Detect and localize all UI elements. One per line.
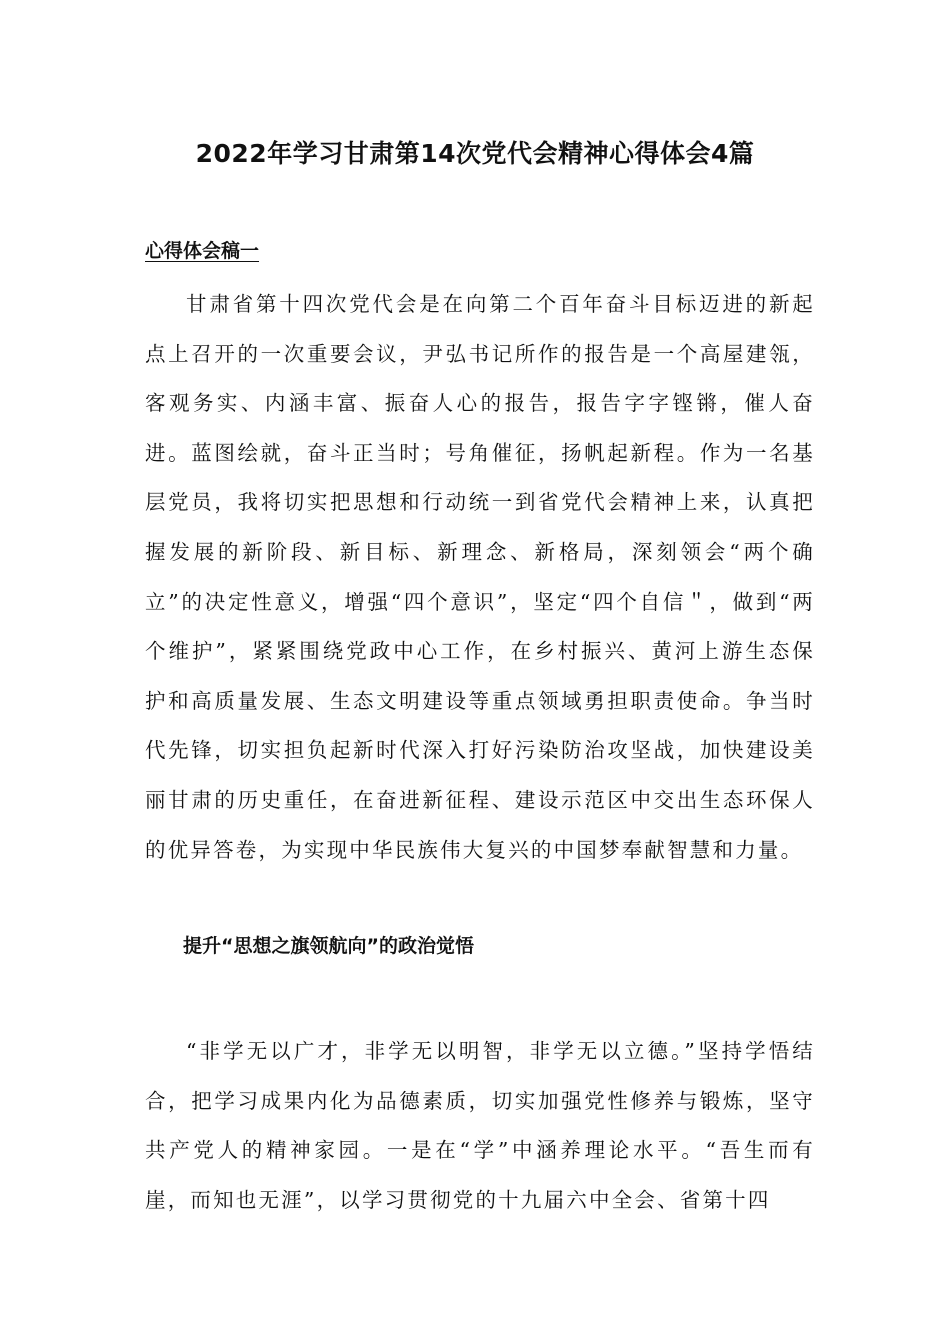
subheading: 提升“思想之旗领航向”的政治觉悟 xyxy=(183,935,474,957)
document-title: 2022年学习甘肃第14次党代会精神心得体会4篇 xyxy=(195,139,755,168)
section-heading: 心得体会稿一 xyxy=(145,240,260,262)
body-paragraph-2: “非学无以广才，非学无以明智，非学无以立德。”坚持学悟结合，把学习成果内化为品德素质，切实加强党性修养与锻炼，坚守共产党人的精神家园。一是在“学”中涵养理论水平。“吾生而有崖，而知也无涯”，以学习贯彻党的十九届六中全会、省第十四 xyxy=(145,1039,815,1212)
body-paragraph-1: 甘肃省第十四次党代会是在向第二个百年奋斗目标迈进的新起点上召开的一次重要会议，尹弘书记所作的报告是一个高屋建瓴，客观务实、内涵丰富、振奋人心的报告，报告字字铿锵，催人奋进。蓝图绘就，奋斗正当时；号角催征，扬帆起新程。作为一名基层党员，我将切实把思想和行动统一到省党代会精神上来，认真把握发展的新阶段、新目标、新理念、新格局，深刻领会“两个确立”的决定性意义，增强“四个意识”，坚定“四个自信＂，做到“两个维护”，紧紧围绕党政中心工作，在乡村振兴、黄河上游生态保护和高质量发展、生态文明建设等重点领域勇担职责使命。争当时代先锋，切实担负起新时代深入打好污染防治攻坚战，加快建设美丽甘肃的历史重任，在奋进新征程、建设示范区中交出生态环保人的优异答卷，为实现中华民族伟大复兴的中国梦奉献智慧和力量。 xyxy=(145,292,815,862)
